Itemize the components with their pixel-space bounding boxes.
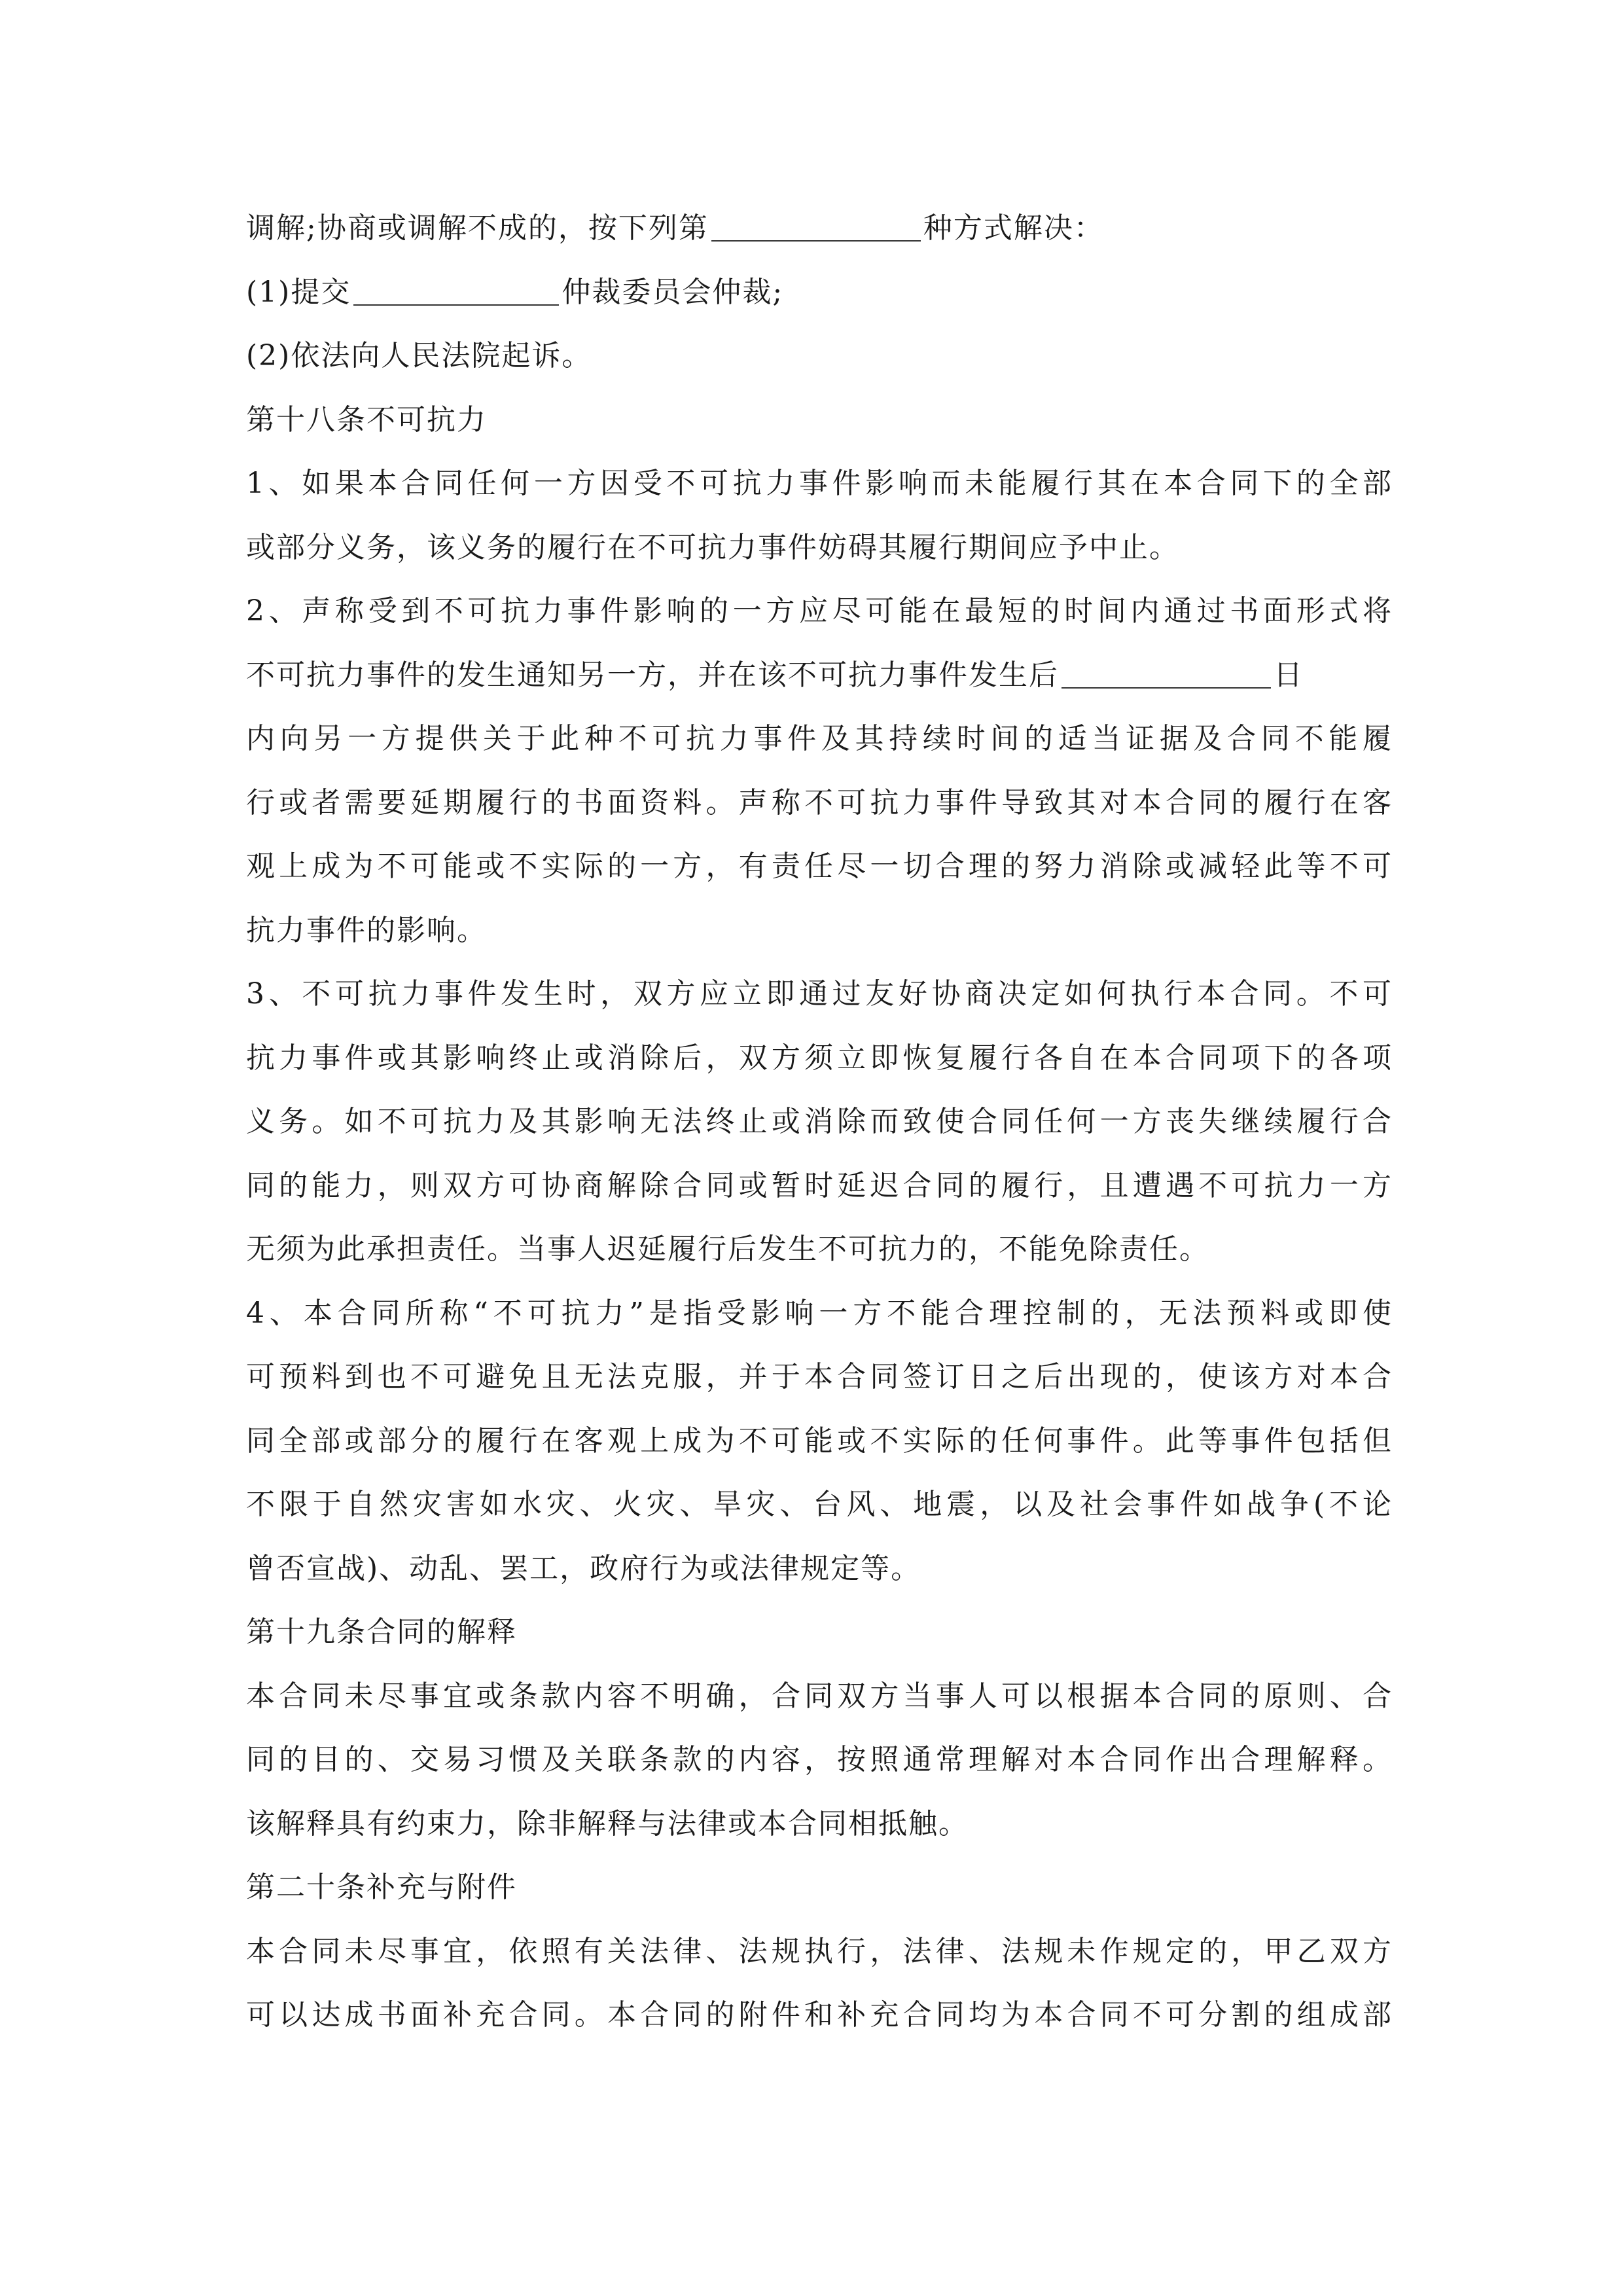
text-segment: 种方式解决： — [923, 211, 1104, 245]
text-line: 1、如果本合同任何一方因受不可抗力事件影响而未能履行其在本合同下的全部 — [246, 467, 1391, 500]
text-line: 义务。如不可抗力及其影响无法终止或消除而致使合同任何一方丧失继续履行合 — [246, 1105, 1391, 1138]
text-line: 不限于自然灾害如水灾、火灾、旱灾、台风、地震，以及社会事件如战争(不论 — [246, 1488, 1391, 1521]
text-line — [246, 196, 1391, 260]
text-line: 内向另一方提供关于此种不可抗力事件及其持续时间的适当证据及合同不能履 — [246, 722, 1391, 755]
text-line — [246, 260, 1391, 325]
text-line: 无须为此承担责任。当事人迟延履行后发生不可抗力的，不能免除责任。 — [246, 1232, 1209, 1266]
text-line: 同全部或部分的履行在客观上成为不可能或不实际的任何事件。此等事件包括但 — [246, 1424, 1391, 1458]
text-line: 可预料到也不可避免且无法克服，并于本合同签订日之后出现的，使该方对本合 — [246, 1360, 1391, 1393]
text-segment: 日 — [1274, 658, 1304, 692]
section-heading: 第二十条补充与附件 — [246, 1871, 517, 1904]
text-line: 同的能力，则双方可协商解除合同或暂时延迟合同的履行，且遭遇不可抗力一方 — [246, 1168, 1391, 1202]
text-line: 曾否宣战)、动乱、罢工，政府行为或法律规定等。 — [246, 1551, 921, 1585]
fill-in-blank[interactable] — [353, 276, 559, 306]
text-line: 观上成为不可能或不实际的一方，有责任尽一切合理的努力消除或减轻此等不可 — [246, 850, 1391, 883]
section-heading: 第十九条合同的解释 — [246, 1615, 517, 1649]
text-line: 3、不可抗力事件发生时，双方应立即通过友好协商决定如何执行本合同。不可 — [246, 977, 1391, 1011]
text-line: 行或者需要延期履行的书面资料。声称不可抗力事件导致其对本合同的履行在客 — [246, 785, 1391, 819]
text-line: 抗力事件的影响。 — [246, 913, 487, 947]
text-line: (2)依法向人民法院起诉。 — [246, 339, 592, 372]
text-line: 可以达成书面补充合同。本合同的附件和补充合同均为本合同不可分割的组成部 — [246, 1998, 1391, 2032]
section-heading: 第十八条不可抗力 — [246, 403, 487, 437]
text-segment: 不可抗力事件的发生通知另一方，并在该不可抗力事件发生后 — [246, 658, 1059, 692]
fill-in-blank[interactable] — [711, 211, 921, 242]
text-segment: 仲裁委员会仲裁; — [562, 275, 784, 309]
text-line: 同的目的、交易习惯及关联条款的内容，按照通常理解对本合同作出合理解释。 — [246, 1743, 1391, 1776]
text-line: 本合同未尽事宜或条款内容不明确，合同双方当事人可以根据本合同的原则、合 — [246, 1679, 1391, 1713]
text-segment: 调解;协商或调解不成的，按下列第 — [246, 211, 709, 245]
document-body — [246, 196, 1391, 2047]
text-line: 该解释具有约束力，除非解释与法律或本合同相抵触。 — [246, 1806, 969, 1840]
text-line: 抗力事件或其影响终止或消除后，双方须立即恢复履行各自在本合同项下的各项 — [246, 1041, 1391, 1075]
text-line: 本合同未尽事宜，依照有关法律、法规执行，法律、法规未作规定的，甲乙双方 — [246, 1934, 1391, 1968]
text-line: 2、声称受到不可抗力事件影响的一方应尽可能在最短的时间内通过书面形式将 — [246, 594, 1391, 628]
text-line: 或部分义务，该义务的履行在不可抗力事件妨碍其履行期间应予中止。 — [246, 530, 1179, 564]
text-line: 4、本合同所称“不可抗力”是指受影响一方不能合理控制的，无法预料或即使 — [246, 1296, 1391, 1330]
text-line — [246, 643, 1391, 708]
text-segment: (1)提交 — [246, 275, 351, 309]
fill-in-blank[interactable] — [1061, 658, 1271, 689]
